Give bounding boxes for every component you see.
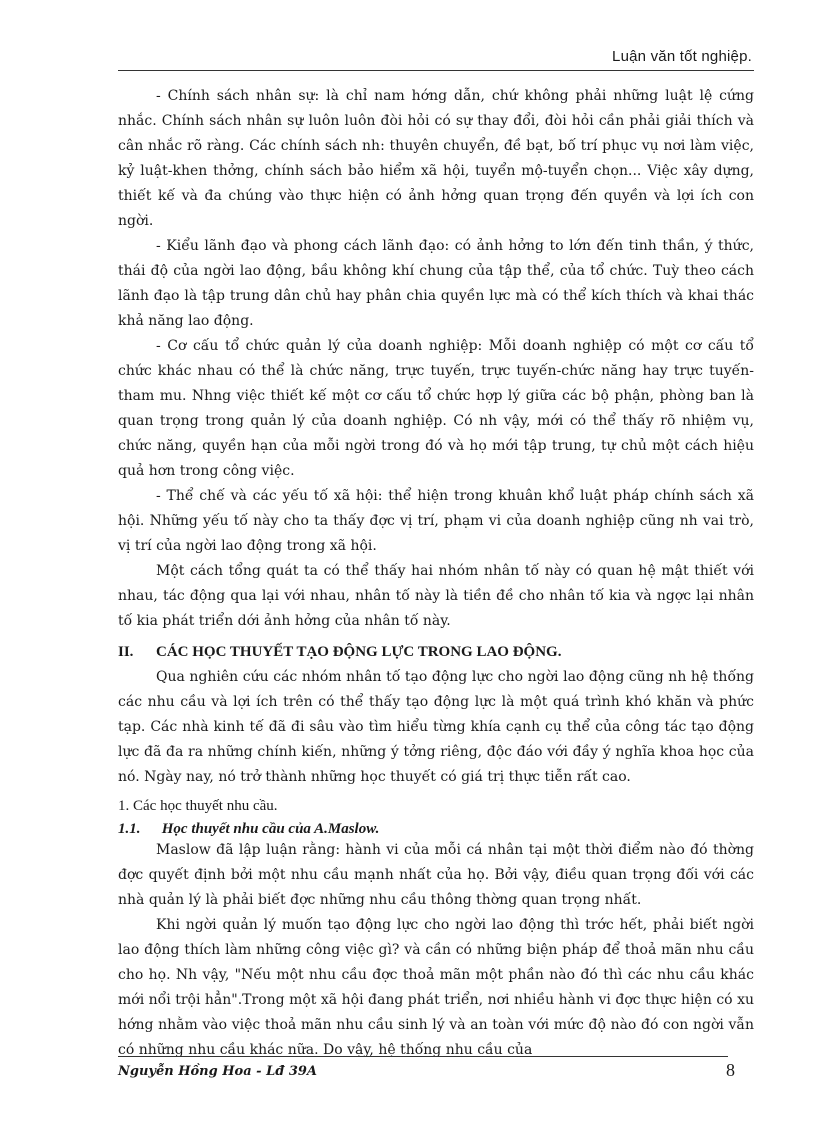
paragraph-maslow-detail: Khi ngời quản lý muốn tạo động lực cho ngời lao động thì trớc hết, phải biết ngời lao động thích làm những công việc gì? và cần có những biện pháp để thoả mãn nhu cầu cho họ. Nh vậy, "Nếu một nhu cầu đợc thoả mãn một phần nào đó thì các nhu cầu khác mới nổi trội hẳn".Trong một xã hội đang phát triển, nơi nhiều hành vi đợc thực hiện có xu hớng nhằm vào việc thoả mãn nhu cầu sinh lý và an toàn với mức độ nào đó con ngời vẫn có những nhu cầu khác nữa. Do vậy, hệ thống nhu cầu của xyxy=(118,917,754,1058)
footer-divider xyxy=(118,1056,728,1057)
paragraph-personnel-policy: - Chính sách nhân sự: là chỉ nam hớng dẫn, chứ không phải những luật lệ cứng nhắc. Chính sách nhân sự luôn luôn đòi hỏi có sự thay đổi, đòi hỏi cần phải giải thích và cân nhắc rõ ràng. Các chính sách nh: thuyên chuyển, đề bạt, bố trí phục vụ nơi làm việc, kỷ luật-khen thởng, chính sách bảo hiểm xã hội, tuyển mộ-tuyển chọn... Việc xây dựng, thiết kế và đa chúng vào thực hiện có ảnh hởng quan trọng đến quyền và lợi ích con ngời. xyxy=(118,88,754,229)
paragraph-org-structure: - Cơ cấu tổ chức quản lý của doanh nghiệp: Mỗi doanh nghiệp có một cơ cấu tổ chức khác nhau có thể là chức năng, trực tuyến, trực tuyến-chức năng hay trực tuyến-tham mu. Nhng việc thiết kế một cơ cấu tổ chức hợp lý giữa các bộ phận, phòng ban là quan trọng trong quản lý của doanh nghiệp. Có nh vậy, mới có thể thấy rõ nhiệm vụ, chức năng, quyền hạn của mỗi ngời trong đó và họ mới tập trung, tự chủ một cách hiệu quả hơn trong công việc. xyxy=(118,338,754,479)
subsubsection-number: 1.1. xyxy=(118,821,141,837)
header-title: Luận văn tốt nghiệp. xyxy=(612,48,752,65)
subsection-heading: 1. Các học thuyết nhu cầu. xyxy=(118,798,278,814)
footer-author: Nguyễn Hồng Hoa - Lđ 39A xyxy=(118,1064,318,1079)
paragraph-section-intro: Qua nghiên cứu các nhóm nhân tố tạo động lực cho ngời lao động cũng nh hệ thống các nhu cầu và lợi ích trên có thể thấy tạo động lực là một quá trình khó khăn và phức tạp. Các nhà kinh tế đã đi sâu vào tìm hiểu từng khía cạnh cụ thể của công tác tạo động lực đã đa ra những chính kiến, những ý tởng riêng, độc đáo với đầy ý nghĩa khoa học của nó. Ngày nay, nó trở thành những học thuyết có giá trị thực tiễn rất cao. xyxy=(118,669,754,785)
section-title: CÁC HỌC THUYẾT TẠO ĐỘNG LỰC TRONG LAO ĐỘNG. xyxy=(156,644,562,660)
paragraph-maslow-intro: Maslow đã lập luận rằng: hành vi của mỗi cá nhân tại một thời điểm nào đó thờng đợc quyết định bởi một nhu cầu mạnh nhất của họ. Bởi vậy, điều quan trọng đối với các nhà quản lý là phải biết đợc những nhu cầu thông thờng quan trọng nhất. xyxy=(118,842,754,908)
page-number: 8 xyxy=(726,1060,735,1080)
paragraph-social-institutions: - Thể chế và các yếu tố xã hội: thể hiện trong khuân khổ luật pháp chính sách xã hội. Những yếu tố này cho ta thấy đợc vị trí, phạm vi của doanh nghiệp cũng nh vai trò, vị trí của ngời lao động trong xã hội. xyxy=(118,488,754,554)
subsubsection-title: Học thuyết nhu cầu của A.Maslow. xyxy=(161,821,380,837)
page-header xyxy=(118,48,754,71)
page-body xyxy=(118,84,754,1063)
section-heading xyxy=(118,644,754,661)
section-number: II. xyxy=(118,644,134,660)
paragraph-leadership-style: - Kiểu lãnh đạo và phong cách lãnh đạo: có ảnh hởng to lớn đến tinh thần, ý thức, thái độ của ngời lao động, bầu không khí chung của tập thể, của tổ chức. Tuỳ theo cách lãnh đạo là tập trung dân chủ hay phân chia quyền lực mà có thể kích thích và khai thác khả năng lao động. xyxy=(118,238,754,329)
subsubsection-heading xyxy=(118,821,754,838)
paragraph-summary: Một cách tổng quát ta có thể thấy hai nhóm nhân tố này có quan hệ mật thiết với nhau, tác động qua lại với nhau, nhân tố này là tiền đề cho nhân tố kia và ngợc lại nhân tố kia phát triển dới ảnh hởng của nhân tố này. xyxy=(118,563,754,629)
